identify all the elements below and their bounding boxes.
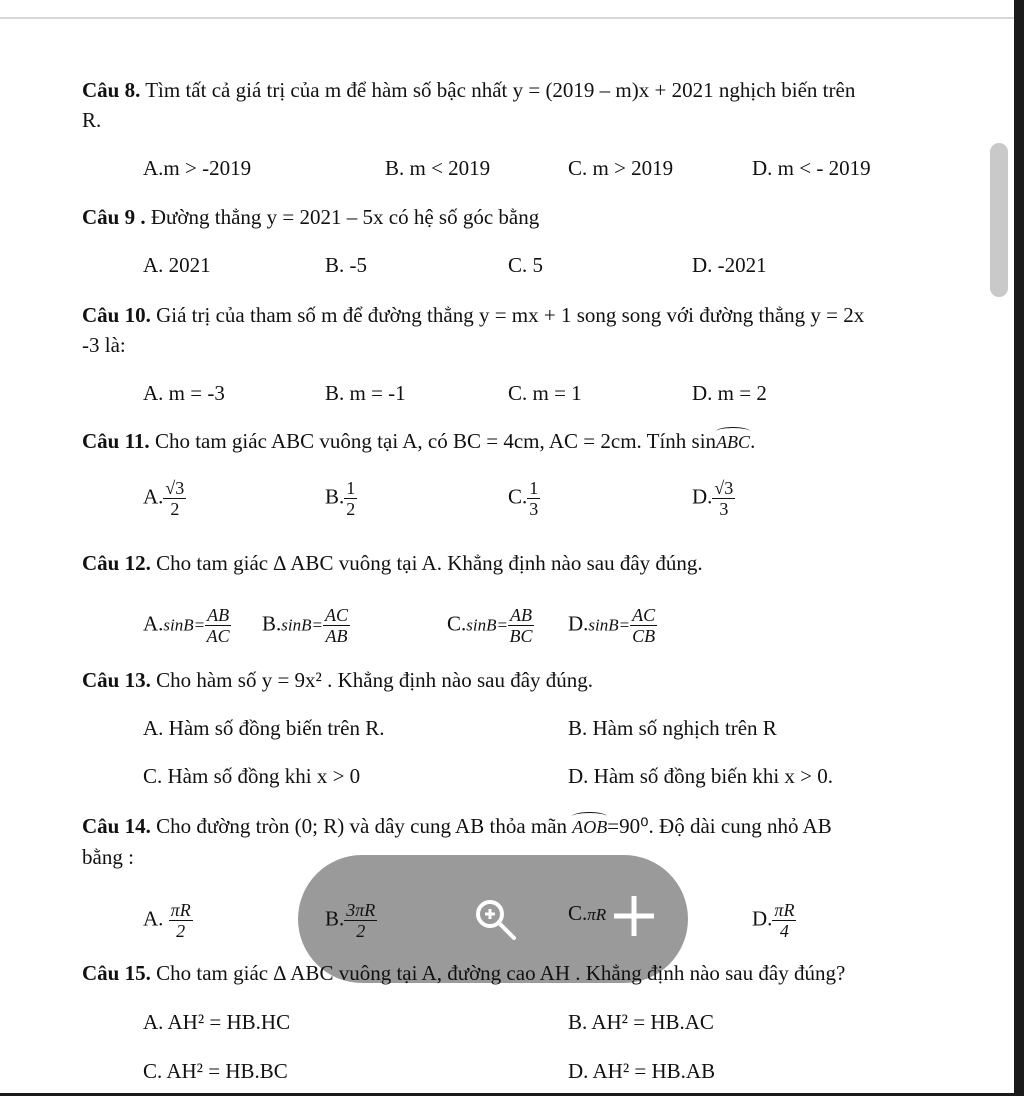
denominator: BC (509, 626, 533, 646)
question-14-stem (82, 813, 832, 840)
option-c: C. m > 2019 (568, 156, 674, 180)
option-letter: C. (568, 901, 588, 925)
question-text: Cho tam giác ABC vuông tại A, có BC = 4cm, AC = 2cm. Tính sin (149, 429, 717, 453)
option-letter: B. (325, 484, 345, 509)
question-13-stem (82, 667, 593, 693)
question-label: Câu 8. (82, 78, 141, 102)
denominator: AC (206, 626, 230, 646)
numerator: √3 (714, 478, 734, 498)
top-divider (0, 17, 1014, 19)
question-8-stem (82, 77, 855, 103)
option-letter: B. (325, 906, 345, 931)
option-c (568, 900, 606, 928)
option-d (692, 478, 735, 519)
option-a (143, 900, 193, 941)
numerator: √3 (165, 478, 185, 498)
option-letter: A. (143, 906, 169, 931)
numerator: AB (207, 605, 230, 625)
question-text: Cho hàm số y = 9x² . Khẳng định nào sau đây đúng. (150, 668, 594, 692)
question-label: Câu 10. (82, 303, 151, 327)
question-text: Tìm tất cả giá trị của m để hàm số bậc nhất y = (2019 – m)x + 2021 nghịch biến trên (140, 78, 856, 102)
zoom-in-icon[interactable] (472, 896, 520, 944)
option-b (325, 900, 377, 941)
option-a (143, 478, 186, 519)
option-letter: B. (262, 611, 282, 636)
denominator: AB (325, 626, 348, 646)
option-d: D. AH² = HB.AB (568, 1059, 716, 1083)
option-b: B. m < 2019 (385, 156, 491, 180)
option-letter: A. (143, 611, 164, 636)
question-11-stem (82, 428, 755, 455)
punctuation: . (750, 429, 756, 453)
option-c (508, 478, 540, 519)
option-letter: D. (692, 484, 713, 509)
fraction (323, 605, 350, 646)
numerator: 1 (529, 478, 539, 498)
question-15-stem (82, 960, 845, 986)
denominator: 2 (346, 499, 356, 519)
fraction (205, 605, 231, 646)
question-text: Giá trị của tham số m để đường thẳng y = mx + 1 song song với đường thẳng y = 2x (150, 303, 865, 327)
fraction (163, 478, 186, 519)
denominator: 3 (719, 499, 729, 519)
option-c: C. Hàm số đồng khi x > 0 (143, 764, 361, 788)
plus-icon[interactable] (610, 892, 658, 940)
numerator: AB (509, 605, 532, 625)
question-label: Câu 12. (82, 551, 151, 575)
formula: sinB= (281, 615, 323, 635)
numerator: AC (324, 605, 348, 625)
option-a: A. m = -3 (143, 381, 225, 405)
fraction (630, 605, 657, 646)
question-text: Cho đường tròn (0; R) và dây cung AB thỏa mãn (150, 814, 573, 838)
option-d: D. m = 2 (692, 381, 767, 405)
option-letter: C. (447, 611, 467, 636)
fraction (772, 900, 796, 941)
fraction (508, 605, 534, 646)
option-d (752, 900, 796, 941)
numerator: 3πR (346, 900, 376, 920)
numerator: AC (632, 605, 656, 625)
question-9-stem (82, 204, 539, 230)
angle-symbol: ABC (716, 432, 751, 452)
denominator: 2 (176, 921, 186, 941)
question-text: Đường thẳng y = 2021 – 5x có hệ số góc bằng (145, 205, 540, 229)
question-12-stem (82, 550, 703, 576)
option-a: A.m > -2019 (143, 156, 252, 180)
option-c (447, 605, 534, 646)
denominator: CB (632, 626, 656, 646)
question-label: Câu 15. (82, 961, 151, 985)
option-letter: C. (508, 484, 528, 509)
question-label: Câu 13. (82, 668, 151, 692)
fraction (527, 478, 540, 519)
fraction (169, 900, 193, 941)
formula: πR (587, 905, 607, 924)
numerator: πR (774, 900, 795, 920)
question-14-stem-cont: bằng : (82, 845, 134, 869)
option-a (143, 605, 231, 646)
option-d: D. Hàm số đồng biến khi x > 0. (568, 764, 833, 788)
option-letter: A. (143, 484, 164, 509)
question-label: Câu 9 . (82, 205, 146, 229)
option-d: D. -2021 (692, 253, 767, 277)
denominator: 2 (170, 499, 180, 519)
question-8-stem-cont: R. (82, 108, 102, 132)
denominator: 3 (529, 499, 539, 519)
question-text: Cho tam giác ∆ ABC vuông tại A. Khẳng định nào sau đây đúng. (150, 551, 703, 575)
option-c: C. 5 (508, 253, 544, 277)
option-b: B. -5 (325, 253, 367, 277)
fraction (712, 478, 735, 519)
question-label: Câu 11. (82, 429, 150, 453)
option-b: B. m = -1 (325, 381, 406, 405)
option-c: C. m = 1 (508, 381, 582, 405)
option-letter: D. (752, 906, 773, 931)
screen-edge (1014, 0, 1024, 1096)
question-10-stem-cont: -3 là: (82, 333, 126, 357)
numerator: πR (170, 900, 191, 920)
option-letter: D. (568, 611, 589, 636)
formula: sinB= (163, 615, 206, 635)
question-text: Cho tam giác ∆ ABC vuông tại A, đường cao AH . Khẳng định nào sau đây đúng? (150, 961, 846, 985)
option-d (568, 605, 657, 646)
fraction (344, 478, 357, 519)
option-b: B. AH² = HB.AC (568, 1010, 714, 1034)
formula: sinB= (466, 615, 508, 635)
option-b (262, 605, 350, 646)
scrollbar-thumb[interactable] (990, 143, 1008, 297)
option-a: A. AH² = HB.HC (143, 1010, 291, 1034)
numerator: 1 (346, 478, 356, 498)
denominator: 4 (779, 921, 789, 941)
denominator: 2 (356, 921, 366, 941)
option-b: B. Hàm số nghịch trên R (568, 716, 777, 740)
angle-symbol: AOB (572, 817, 608, 837)
option-b (325, 478, 357, 519)
question-label: Câu 14. (82, 814, 151, 838)
option-a: A. 2021 (143, 253, 211, 277)
option-d: D. m < - 2019 (752, 156, 871, 180)
fraction (344, 900, 377, 941)
formula: sinB= (588, 615, 631, 635)
question-10-stem (82, 302, 864, 328)
question-text-end: =90⁰. Độ dài cung nhỏ AB (607, 814, 832, 838)
option-c: C. AH² = HB.BC (143, 1059, 288, 1083)
option-a: A. Hàm số đồng biến trên R. (143, 716, 385, 740)
